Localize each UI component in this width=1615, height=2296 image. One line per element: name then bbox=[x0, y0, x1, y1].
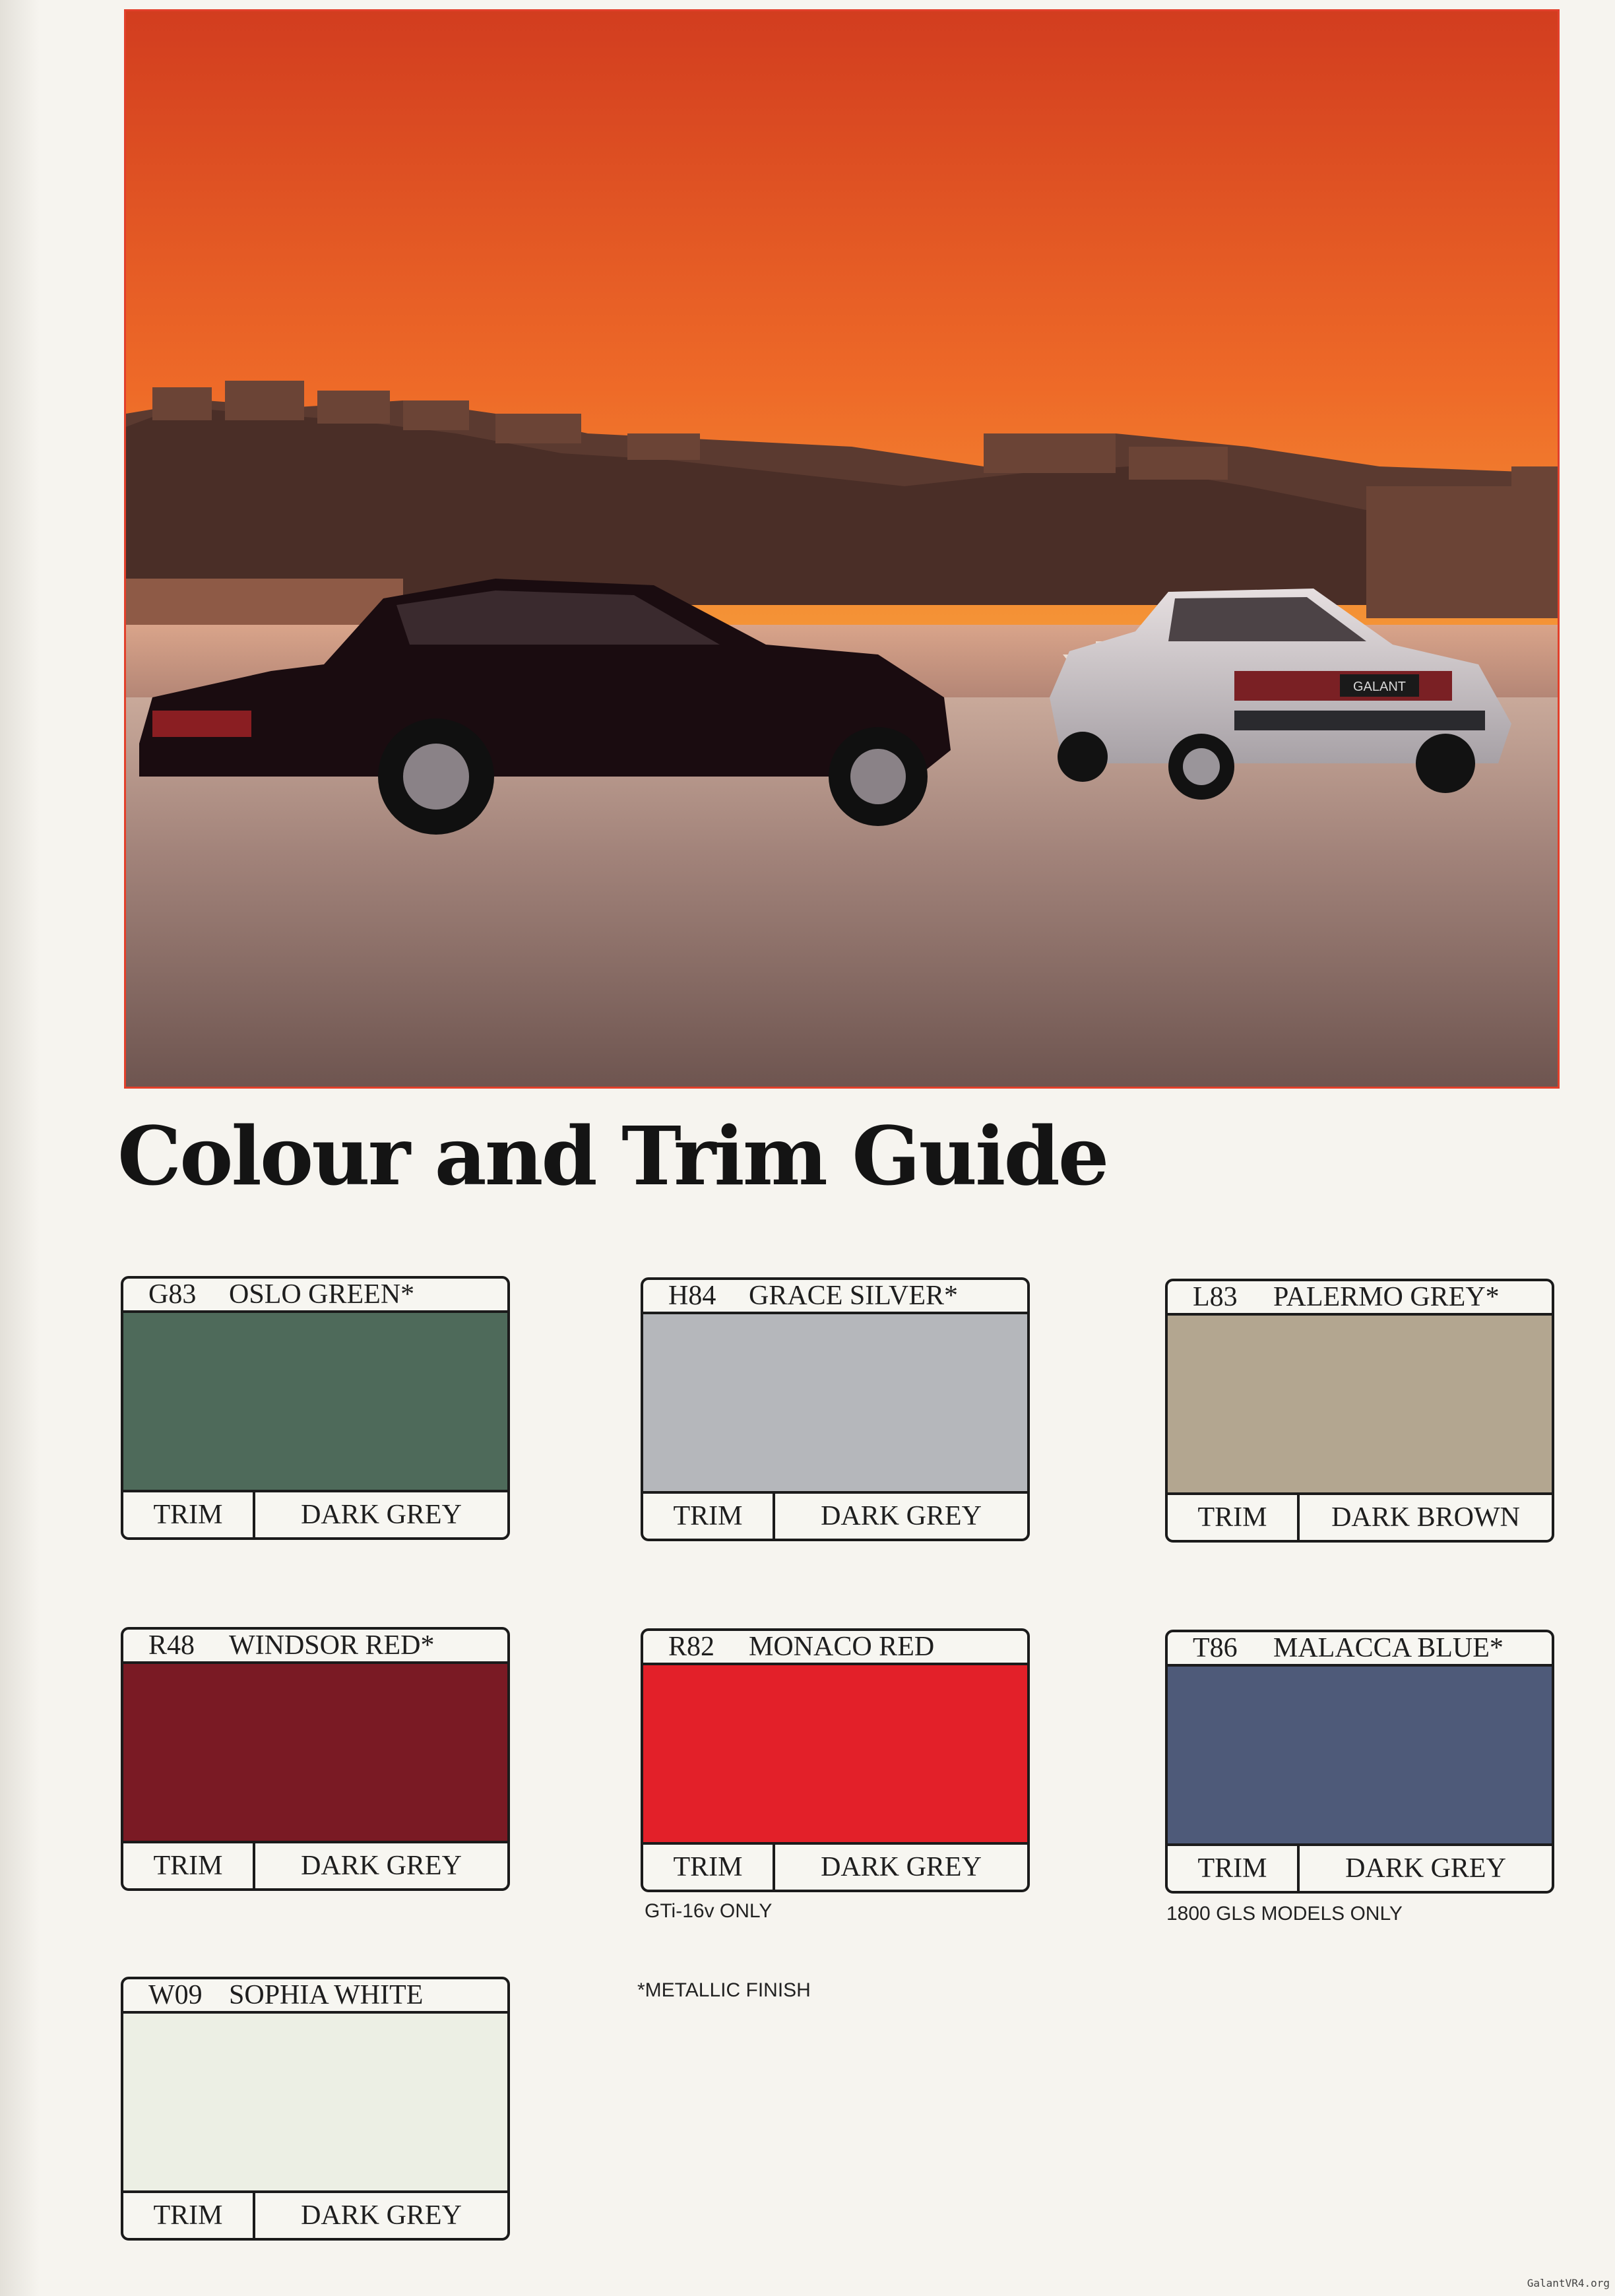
swatch-malacca-blue bbox=[1165, 1630, 1554, 1894]
colour-code: L83 bbox=[1193, 1282, 1238, 1312]
swatch-palermo-grey bbox=[1165, 1279, 1554, 1543]
swatch-header bbox=[643, 1280, 1027, 1314]
trim-label: TRIM bbox=[123, 2193, 255, 2238]
swatch-header bbox=[123, 1630, 507, 1664]
swatch-monaco-red bbox=[641, 1628, 1030, 1892]
colour-sample bbox=[643, 1665, 1027, 1842]
colour-name: PALERMO GREY* bbox=[1273, 1282, 1500, 1312]
swatch-header bbox=[123, 1979, 507, 2014]
colour-code: G83 bbox=[148, 1279, 197, 1310]
trim-value: DARK GREY bbox=[1345, 1853, 1506, 1884]
swatch-header bbox=[123, 1279, 507, 1313]
note-gls-only: 1800 GLS MODELS ONLY bbox=[1166, 1903, 1403, 1925]
colour-code: R82 bbox=[668, 1632, 715, 1662]
swatch-oslo-green bbox=[121, 1276, 510, 1540]
trim-value: DARK BROWN bbox=[1331, 1502, 1520, 1533]
trim-row bbox=[123, 1841, 507, 1888]
swatch-header bbox=[1168, 1632, 1552, 1667]
trim-label: TRIM bbox=[123, 1492, 255, 1537]
colour-code: R48 bbox=[148, 1630, 195, 1661]
trim-label: TRIM bbox=[1168, 1495, 1300, 1540]
colour-name: WINDSOR RED* bbox=[229, 1630, 435, 1661]
note-gti-only: GTi-16v ONLY bbox=[645, 1900, 773, 1922]
harbour-sunset-scene bbox=[126, 11, 1558, 1087]
colour-sample bbox=[1168, 1667, 1552, 1843]
colour-name: GRACE SILVER* bbox=[749, 1281, 958, 1311]
swatch-windsor-red bbox=[121, 1627, 510, 1891]
colour-code: T86 bbox=[1193, 1633, 1238, 1663]
note-metallic-finish: *METALLIC FINISH bbox=[637, 1979, 811, 2001]
trim-label: TRIM bbox=[123, 1843, 255, 1888]
trim-row bbox=[1168, 1843, 1552, 1891]
colour-sample bbox=[1168, 1316, 1552, 1492]
trim-row bbox=[643, 1491, 1027, 1539]
colour-code: W09 bbox=[148, 1980, 203, 2010]
swatch-grace-silver bbox=[641, 1277, 1030, 1541]
colour-name: MONACO RED bbox=[749, 1632, 935, 1662]
page-title: Colour and Trim Guide bbox=[117, 1108, 1108, 1203]
trim-value: DARK GREY bbox=[301, 1851, 462, 1881]
swatch-header bbox=[1168, 1281, 1552, 1316]
trim-value: DARK GREY bbox=[301, 2200, 462, 2231]
swatch-sophia-white bbox=[121, 1977, 510, 2241]
colour-sample bbox=[123, 2014, 507, 2190]
hero-photo bbox=[124, 9, 1560, 1089]
car-badge: GALANT bbox=[1352, 680, 1407, 694]
trim-label: TRIM bbox=[1168, 1846, 1300, 1891]
trim-value: DARK GREY bbox=[301, 1500, 462, 1530]
trim-label: TRIM bbox=[643, 1494, 775, 1539]
colour-sample bbox=[643, 1314, 1027, 1491]
trim-label: TRIM bbox=[643, 1845, 775, 1890]
trim-value: DARK GREY bbox=[821, 1852, 982, 1882]
trim-row bbox=[123, 1490, 507, 1537]
page-edge bbox=[0, 0, 40, 2296]
trim-row bbox=[123, 2190, 507, 2238]
colour-sample bbox=[123, 1313, 507, 1490]
trim-row bbox=[1168, 1492, 1552, 1540]
colour-sample bbox=[123, 1664, 507, 1841]
colour-name: SOPHIA WHITE bbox=[229, 1980, 424, 2010]
trim-row bbox=[643, 1842, 1027, 1890]
trim-value: DARK GREY bbox=[821, 1501, 982, 1531]
colour-name: OSLO GREEN* bbox=[229, 1279, 415, 1310]
colour-code: H84 bbox=[668, 1281, 716, 1311]
swatch-header bbox=[643, 1631, 1027, 1665]
colour-name: MALACCA BLUE* bbox=[1273, 1633, 1504, 1663]
site-watermark: GalantVR4.org bbox=[1527, 2277, 1610, 2289]
